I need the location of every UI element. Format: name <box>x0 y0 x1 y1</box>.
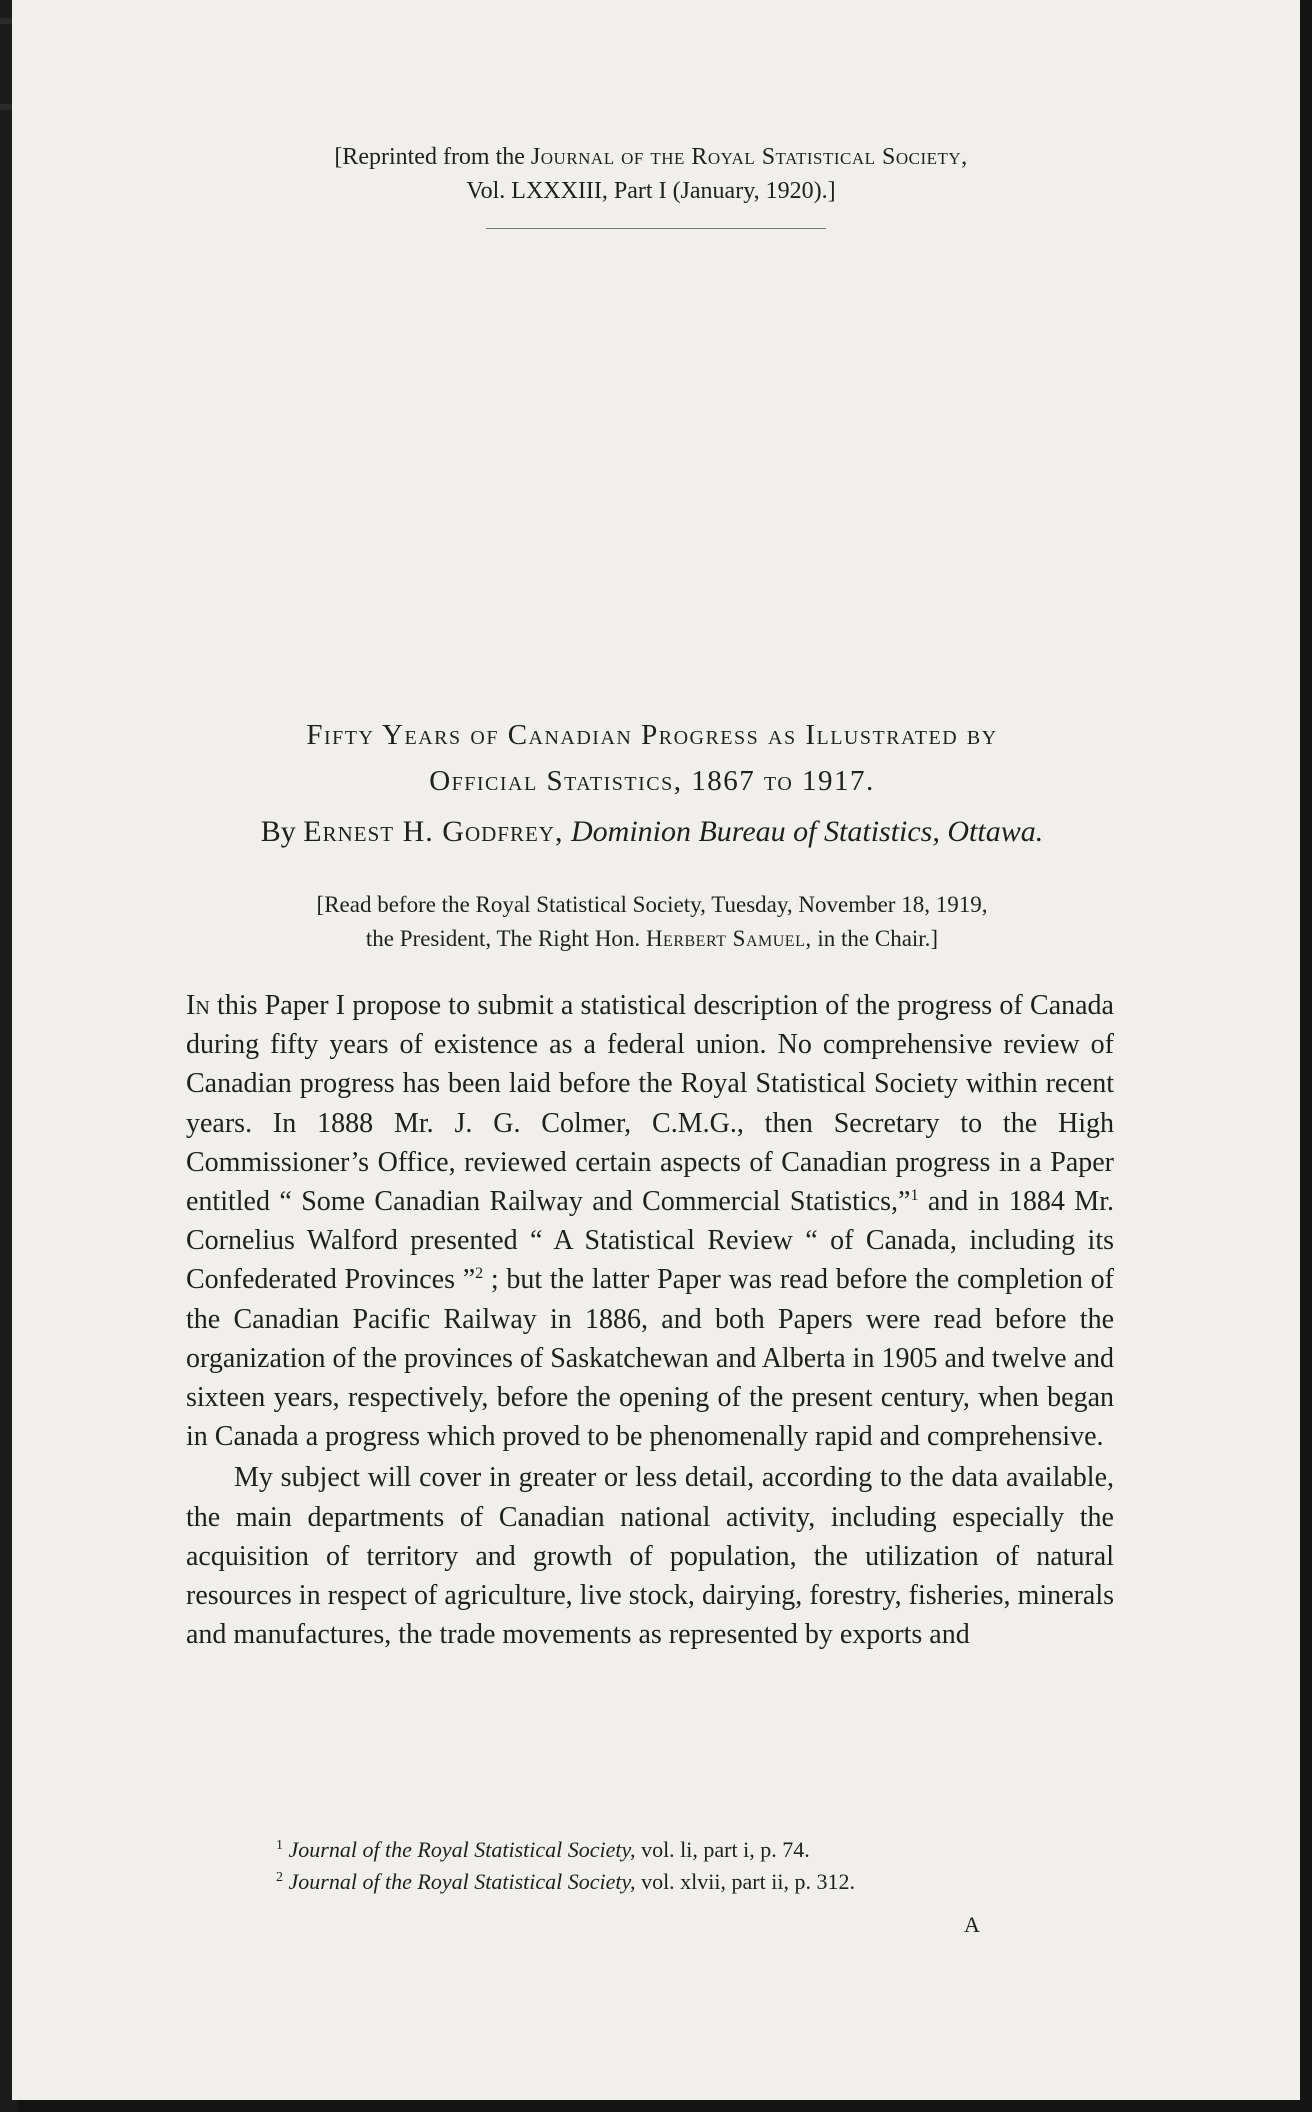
author-byline <box>172 812 1132 852</box>
footnotes <box>276 1834 1076 1898</box>
signature-mark: A <box>964 1912 980 1937</box>
author-name: Ernest H. Godfrey, <box>303 815 564 848</box>
title-line-2: Official Statistics, 1867 to 1917. <box>429 765 875 797</box>
reprint-line-1: [Reprinted from the Journal of the Royal Statistical Society, <box>334 144 968 170</box>
read-note-line-1: [Read before the Royal Statistical Society, Tuesday, November 18, 1919, <box>316 892 988 917</box>
read-note-line-2: the President, The Right Hon. Herbert Samuel, in the Chair.] <box>365 926 939 951</box>
footnote-ref-2: 2 <box>475 1265 484 1283</box>
title-line-1: Fifty Years of Canadian Progress as Illustrated by <box>306 719 998 751</box>
paragraph-1: In this Paper I propose to submit a statistical description of the progress of Canada during fifty years of existence as a federal union. No comprehensive review of Canadian progress has been laid before the Royal Statistical Society within recent years. In 1888 Mr. J. G. Colmer, C.M.G., then Secretary to the High Commissioner’s Office, reviewed certain aspects of Canadian progress in a Paper entitled “ Some Canadian Railway and Commercial Statistics,”$^1$ and in 1884 Mr. Cornelius Walford presented “ A Statistical Review “ of Canada, including its Confederated Provinces ”$^2$ ; but the latter Paper was read before the completion of the Canadian Pacific Railway in 1886, and both Papers were read before the organization of the provinces of Saskatchewan and Alberta in 1905 and twelve and sixteen years, respectively, before the opening of the present century, when began in Canada a progress which proved to be phenomenally rapid and comprehensive. <box>186 990 1114 1453</box>
read-note <box>212 888 1092 956</box>
byline-by: By <box>260 815 304 848</box>
lead-word: In <box>186 990 210 1021</box>
paragraph-2: My subject will cover in greater or less detail, according to the data available, the main departments of Canadian national activity, including especially the acquisition of territory and growth of population, the utilization of natural resources in respect of agriculture, live stock, dairying, forestry, fisheries, minerals and manufactures, the trade movements as represented by exports and <box>186 1462 1114 1651</box>
journal-name: Journal of the Royal Statistical Society, <box>530 144 968 170</box>
document-page <box>12 0 1300 2100</box>
paper-title <box>192 712 1112 804</box>
reprint-notice <box>226 140 1076 208</box>
footnote-2: $^2$ Journal of the Royal Statistical Society, vol. xlvii, part ii, p. 312. <box>276 1869 855 1894</box>
chair-name: Herbert Samuel, <box>645 926 812 951</box>
author-affiliation: Dominion Bureau of Statistics, Ottawa. <box>570 815 1044 848</box>
header-divider <box>486 228 826 229</box>
footnote-ref-1: 1 <box>910 1187 919 1205</box>
footnote-1: $^1$ Journal of the Royal Statistical Society, vol. li, part i, p. 74. <box>276 1837 810 1862</box>
body-text <box>186 986 1114 1654</box>
reprint-line-2: Vol. LXXXIII, Part I (January, 1920).] <box>466 178 836 204</box>
